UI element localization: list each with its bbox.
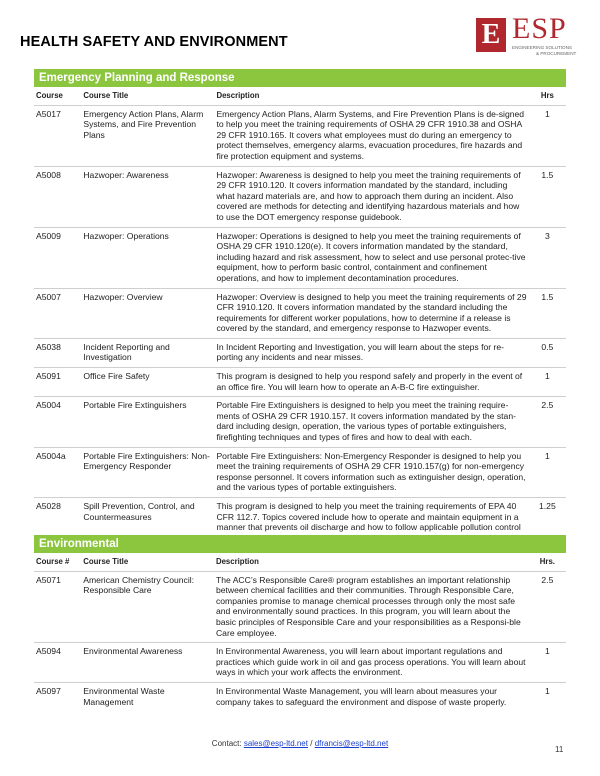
section-environmental: [34, 535, 566, 711]
course-title: Incident Reporting and Investigation: [81, 338, 214, 367]
table-row: [34, 447, 566, 497]
course-table: [34, 87, 566, 547]
section-header: Emergency Planning and Response: [34, 69, 566, 87]
table-row: [34, 227, 566, 288]
course-code: A5008: [34, 166, 81, 227]
course-description: Portable Fire Extinguishers: Non-Emergency Responder is designed to help you meet the training requirements of OSHA 29 CFR 1910.157(g) for non-emergency response personnel. It covers information such as extinguisher design, operation, and the various types of portable extinguishers.: [214, 447, 528, 497]
course-description: Portable Fire Extinguishers is designed to help you meet the training require-ments of OSHA 29 CFR 1910.157. It covers information mandated by the stan-dard including design, operation, the various types of portable extinguishers, firefighting techniques and types of fires and how to deal with each.: [214, 397, 528, 447]
column-header-course: Course #: [36, 557, 70, 566]
course-hours: 1: [529, 105, 566, 166]
table-header-row: [34, 87, 566, 105]
logo-text: ESP: [512, 12, 567, 45]
table-row: [34, 682, 566, 711]
course-title: Hazwoper: Operations: [81, 227, 214, 288]
course-hours: 1: [529, 368, 566, 397]
email-separator: /: [310, 739, 313, 748]
course-title: Office Fire Safety: [81, 368, 214, 397]
course-title: American Chemistry Council: Responsible Care: [81, 571, 214, 643]
column-header-description: Description: [215, 557, 259, 566]
course-hours: 1: [529, 643, 566, 683]
logo-mark: E: [476, 18, 506, 52]
dfrancis-email-link[interactable]: dfrancis@esp-ltd.net: [314, 739, 389, 748]
course-code: A5009: [34, 227, 81, 288]
course-hours: 0.5: [529, 338, 566, 367]
contact-label: Contact:: [211, 739, 242, 748]
course-code: A5028: [34, 498, 81, 548]
course-code: A5017: [34, 105, 81, 166]
column-header-title: Course Title: [83, 91, 129, 100]
course-table: [34, 553, 566, 711]
course-code: A5097: [34, 682, 81, 711]
table-row: [34, 105, 566, 166]
course-title: Environmental Awareness: [81, 643, 214, 683]
course-title: Emergency Action Plans, Alarm Systems, and Fire Prevention Plans: [81, 105, 214, 166]
course-code: A5094: [34, 643, 81, 683]
section-header: Environmental: [34, 535, 566, 553]
table-body: [34, 571, 566, 711]
course-hours: 2.5: [529, 571, 566, 643]
course-code: A5071: [34, 571, 81, 643]
table-row: [34, 368, 566, 397]
table-row: [34, 166, 566, 227]
course-hours: 3: [529, 227, 566, 288]
course-title: Hazwoper: Overview: [81, 288, 214, 338]
course-description: Hazwoper: Overview is designed to help you meet the training requirements of 29 CFR 1910.120. It covers information mandated by the standard including the requirements for different worker populations, how to determine if a release is covered by the standard, and emergency response to Hazwoper events.: [214, 288, 528, 338]
column-header-course: Course: [36, 91, 63, 100]
table-row: [34, 571, 566, 643]
course-description: Emergency Action Plans, Alarm Systems, and Fire Prevention Plans is de-signed to help you meet the training requirements of OSHA 29 CFR 1910.38 and OSHA 29 CFR 1910.165. It covers what employees must do during an emergency to protect themselves, emergency alarms, evacuation procedures, fire hazards and fire protection equipment and systems.: [214, 105, 528, 166]
course-code: A5004: [34, 397, 81, 447]
course-hours: 2.5: [529, 397, 566, 447]
course-code: A5004a: [34, 447, 81, 497]
course-description: This program is designed to help you respond safely and properly in the event of an office fire. You will learn how to operate an A-B-C fire extinguisher.: [214, 368, 528, 397]
column-header-hrs: Hrs.: [539, 557, 555, 566]
company-logo: [476, 12, 586, 56]
course-title: Spill Prevention, Control, and Countermeasures: [81, 498, 214, 548]
course-description: In Environmental Waste Management, you will learn about measures your company takes to safeguard the environment and dispose of waste properly.: [214, 682, 529, 711]
footer-contact: [0, 739, 600, 748]
course-code: A5007: [34, 288, 81, 338]
table-body: [34, 105, 566, 547]
table-row: [34, 338, 566, 367]
course-code: A5091: [34, 368, 81, 397]
course-title: Portable Fire Extinguishers: Non-Emergency Responder: [81, 447, 214, 497]
table-header-row: [34, 553, 566, 571]
course-hours: 1.25: [529, 498, 566, 548]
course-description: In Incident Reporting and Investigation, you will learn about the steps for re-porting any incidents and near misses.: [214, 338, 528, 367]
table-row: [34, 288, 566, 338]
course-description: The ACC’s Responsible Care® program establishes an important relationship between chemical facilities and their communities. Through Responsible Care, companies promise to manage chemical processes through only the most safe and environmentally sound practices. In this program, you will learn about the basic principles of Responsible Care and your responsibilities as a Responsi-ble Care employee.: [214, 571, 529, 643]
course-hours: 1: [529, 682, 566, 711]
sales-email-link[interactable]: sales@esp-ltd.net: [243, 739, 308, 748]
course-description: This program is designed to help you meet the training requirements of EPA 40 CFR 112.7. Topics covered include how to operate and maintain equipment in a manner that prevents oil discharge and how to follow applicable pollution control: [214, 498, 528, 548]
course-hours: 1: [529, 447, 566, 497]
logo-subtitle: ENGINEERING SOLUTIONS & PROCUREMENT: [512, 45, 577, 56]
table-row: [34, 397, 566, 447]
section-emergency-planning: [34, 69, 566, 547]
course-description: Hazwoper: Awareness is designed to help you meet the training requirements of 29 CFR 1910.120. It covers information mandated by the standard, including what hazard materials are, and how to approach them during an incident. Also covered are methods for detecting and identifying hazardous materials and how to use the DOT emergency response guidebook.: [214, 166, 528, 227]
column-header-title: Course Title: [83, 557, 129, 566]
course-description: In Environmental Awareness, you will learn about important regulations and practices which guide work in oil and gas process operations. You will learn about ways in which your work affects the environment.: [214, 643, 529, 683]
column-header-description: Description: [216, 91, 260, 100]
table-row: [34, 643, 566, 683]
course-title: Environmental Waste Management: [81, 682, 214, 711]
course-title: Portable Fire Extinguishers: [81, 397, 214, 447]
course-hours: 1.5: [529, 166, 566, 227]
course-hours: 1.5: [529, 288, 566, 338]
page-number: 11: [555, 745, 564, 754]
course-description: Hazwoper: Operations is designed to help you meet the training requirements of OSHA 29 CFR 1910.120(e). It covers information mandated by the standard, including hazard and risk assessment, how to select and use personal protec-tive equipment, how to perform basic control, containment and confinement operations, and how to implement decontamination procedures.: [214, 227, 528, 288]
column-header-hrs: Hrs: [540, 91, 554, 100]
course-code: A5038: [34, 338, 81, 367]
course-title: Hazwoper: Awareness: [81, 166, 214, 227]
page-title: HEALTH SAFETY AND ENVIRONMENT: [20, 34, 288, 50]
